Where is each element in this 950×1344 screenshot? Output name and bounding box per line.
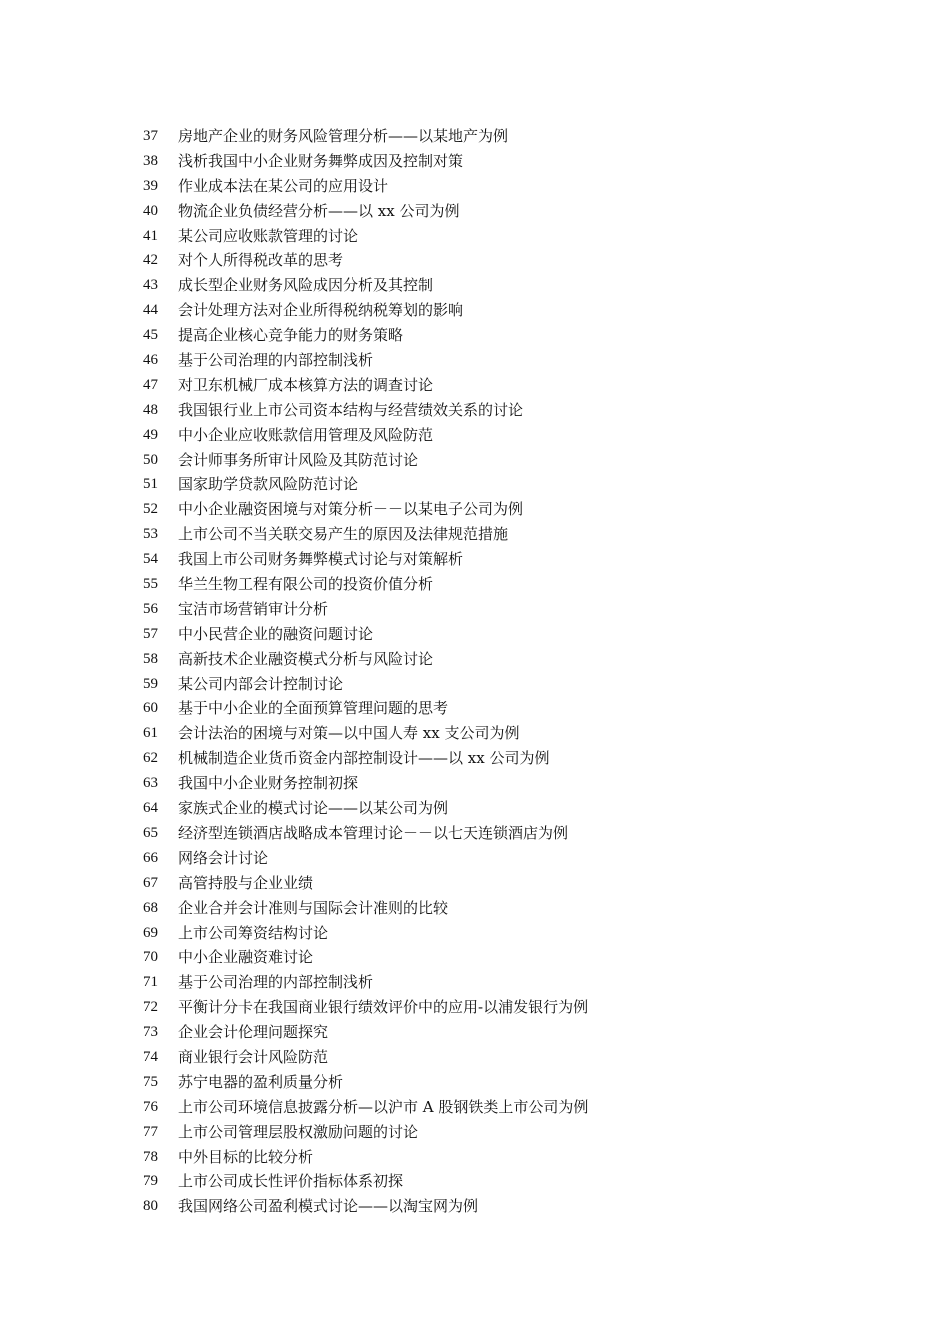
topic-number: 77 [143,1123,158,1140]
topic-title: 苏宁电器的盈利质量分析 [178,1072,344,1091]
list-item [143,1169,863,1194]
topic-number: 60 [143,700,158,717]
topic-title: 中小企业应收账款信用管理及风险防范 [178,425,434,444]
topic-title: 会计处理方法对企业所得税纳税筹划的影响 [178,301,464,320]
topic-number: 48 [143,401,158,418]
list-item [143,224,863,249]
topic-number: 70 [143,949,158,966]
topic-title: 国家助学贷款风险防范讨论 [178,475,359,494]
list-item [143,547,863,572]
list-item [143,423,863,448]
list-item [143,1194,863,1219]
list-item [143,199,863,224]
list-item [143,746,863,771]
topic-number: 63 [143,775,158,792]
topic-title: 会计法治的困境与对策—以中国人寿 xx 支公司为例 [178,724,520,743]
topic-number: 74 [143,1048,158,1065]
topic-number: 52 [143,501,158,518]
topic-title: 作业成本法在某公司的应用设计 [178,176,389,195]
topic-number: 40 [143,202,158,219]
list-item [143,871,863,896]
topic-title: 提高企业核心竞争能力的财务策略 [178,326,404,345]
topic-title: 浅析我国中小企业财务舞弊成因及控制对策 [178,151,464,170]
topic-number: 73 [143,1024,158,1041]
topic-title: 中外目标的比较分析 [178,1147,314,1166]
list-item [143,1095,863,1120]
topic-title: 某公司应收账款管理的讨论 [178,226,359,245]
topic-number: 42 [143,252,158,269]
topic-number: 65 [143,824,158,841]
list-item [143,622,863,647]
list-item [143,796,863,821]
list-item [143,298,863,323]
topic-number: 76 [143,1098,158,1115]
topic-number: 78 [143,1148,158,1165]
topic-title: 企业会计伦理问题探究 [178,1023,329,1042]
topic-title: 会计师事务所审计风险及其防范讨论 [178,450,419,469]
list-item [143,846,863,871]
topic-number: 54 [143,551,158,568]
topic-number: 62 [143,750,158,767]
list-item [143,323,863,348]
topic-title: 华兰生物工程有限公司的投资价值分析 [178,575,434,594]
list-item [143,647,863,672]
list-item [143,273,863,298]
topic-title: 对个人所得税改革的思考 [178,251,344,270]
topic-number: 50 [143,451,158,468]
topic-title: 上市公司环境信息披露分析—以沪市 A 股钢铁类上市公司为例 [178,1097,589,1116]
topic-title: 网络会计讨论 [178,848,269,867]
topic-title: 高新技术企业融资模式分析与风险讨论 [178,649,434,668]
topic-title: 高管持股与企业业绩 [178,873,314,892]
topic-title: 经济型连锁酒店战略成本管理讨论－－以七天连锁酒店为例 [178,823,569,842]
topic-title: 上市公司不当关联交易产生的原因及法律规范措施 [178,525,509,544]
list-item [143,771,863,796]
topic-title: 中小民营企业的融资问题讨论 [178,624,374,643]
list-item [143,696,863,721]
topic-title: 房地产企业的财务风险管理分析——以某地产为例 [178,127,509,145]
list-item [143,348,863,373]
topic-number: 39 [143,177,158,194]
topic-title: 物流企业负债经营分析——以 xx 公司为例 [178,201,460,220]
list-item [143,721,863,746]
topic-title: 对卫东机械厂成本核算方法的调查讨论 [178,375,434,394]
topic-title: 我国银行业上市公司资本结构与经营绩效关系的讨论 [178,400,524,419]
list-item [143,398,863,423]
list-item [143,373,863,398]
topic-title: 机械制造企业货币资金内部控制设计——以 xx 公司为例 [178,749,550,768]
topic-title: 上市公司筹资结构讨论 [178,923,329,942]
list-item [143,124,863,149]
topic-number: 41 [143,227,158,244]
list-item [143,522,863,547]
topic-number: 66 [143,849,158,866]
list-item [143,497,863,522]
list-item [143,995,863,1020]
topic-number: 53 [143,526,158,543]
topic-title: 成长型企业财务风险成因分析及其控制 [178,276,434,295]
topic-number: 75 [143,1073,158,1090]
topic-title: 某公司内部会计控制讨论 [178,674,344,693]
topic-title: 企业合并会计准则与国际会计准则的比较 [178,898,449,917]
list-item [143,472,863,497]
topic-title: 基于公司治理的内部控制浅析 [178,973,374,992]
topic-number: 47 [143,376,158,393]
topic-number: 55 [143,576,158,593]
topic-title: 家族式企业的模式讨论——以某公司为例 [178,799,449,818]
list-item [143,448,863,473]
list-item [143,1145,863,1170]
list-item [143,921,863,946]
topic-number: 44 [143,302,158,319]
topic-number: 68 [143,899,158,916]
topic-number: 58 [143,650,158,667]
list-item [143,248,863,273]
list-item [143,1045,863,1070]
list-item [143,149,863,174]
topic-title: 宝洁市场营销审计分析 [178,599,329,618]
topic-number: 49 [143,426,158,443]
topic-number: 46 [143,352,158,369]
topic-title: 上市公司成长性评价指标体系初探 [178,1172,404,1191]
topic-title: 我国网络公司盈利模式讨论——以淘宝网为例 [178,1197,479,1216]
topic-number: 69 [143,924,158,941]
topic-number: 67 [143,874,158,891]
list-item [143,597,863,622]
list-item [143,174,863,199]
list-item [143,672,863,697]
topic-title: 平衡计分卡在我国商业银行绩效评价中的应用-以浦发银行为例 [178,998,589,1017]
topic-number: 38 [143,152,158,169]
topic-title: 基于公司治理的内部控制浅析 [178,351,374,370]
topic-title: 上市公司管理层股权激励问题的讨论 [178,1122,419,1141]
list-item [143,821,863,846]
list-item [143,1070,863,1095]
topic-number: 57 [143,625,158,642]
topic-title: 我国中小企业财务控制初探 [178,774,359,793]
topic-list [143,124,863,1219]
list-item [143,1120,863,1145]
topic-number: 64 [143,800,158,817]
topic-number: 79 [143,1173,158,1190]
list-item [143,572,863,597]
topic-title: 中小企业融资难讨论 [178,948,314,967]
list-item [143,1020,863,1045]
topic-number: 45 [143,327,158,344]
topic-number: 72 [143,999,158,1016]
topic-number: 56 [143,600,158,617]
list-item [143,945,863,970]
topic-number: 43 [143,277,158,294]
topic-number: 37 [143,128,158,144]
topic-number: 59 [143,675,158,692]
topic-title: 基于中小企业的全面预算管理问题的思考 [178,699,449,718]
topic-number: 80 [143,1198,158,1215]
list-item [143,896,863,921]
topic-title: 中小企业融资困境与对策分析－－以某电子公司为例 [178,500,524,519]
topic-number: 71 [143,974,158,991]
topic-title: 我国上市公司财务舞弊模式讨论与对策解析 [178,550,464,569]
topic-title: 商业银行会计风险防范 [178,1047,329,1066]
topic-number: 51 [143,476,158,493]
topic-number: 61 [143,725,158,742]
list-item [143,970,863,995]
